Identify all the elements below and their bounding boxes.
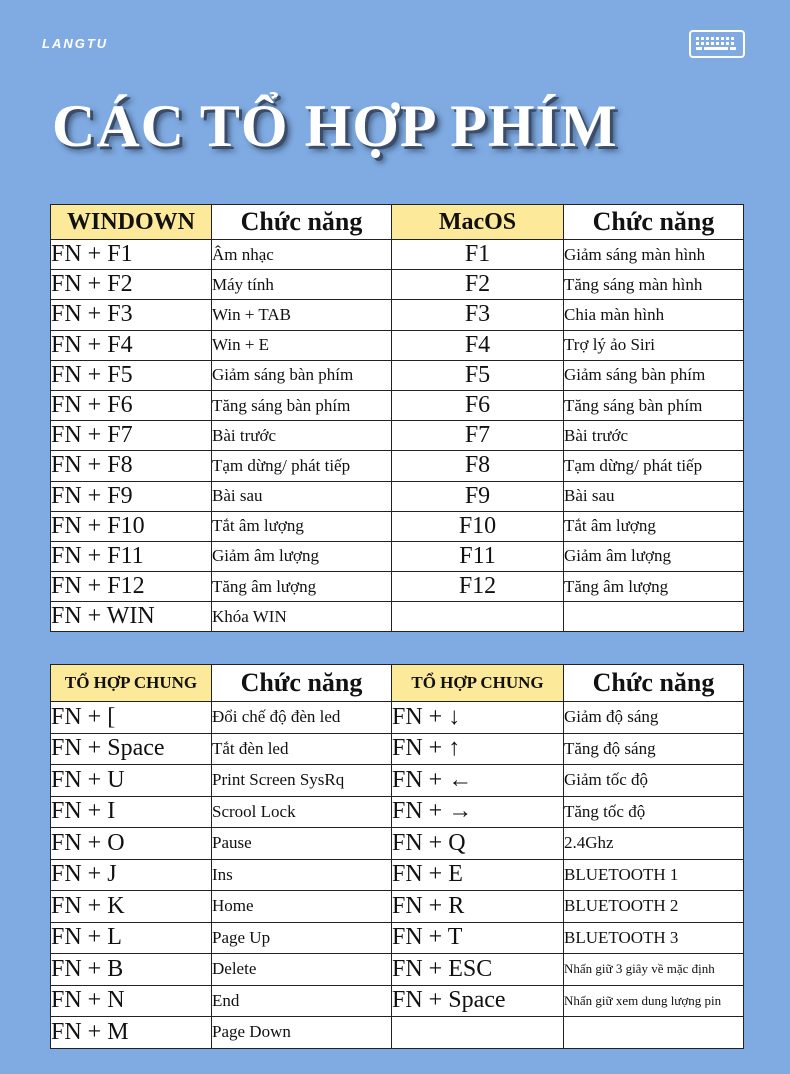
table-row	[51, 330, 744, 360]
column-header: Chức năng	[564, 665, 744, 702]
table-row	[51, 796, 744, 828]
key-combo-cell: FN + F2	[51, 270, 212, 300]
function-cell: Giảm sáng bàn phím	[212, 360, 392, 390]
function-cell: Bài sau	[564, 481, 744, 511]
key-combo-cell: FN + ←	[392, 765, 564, 797]
function-cell: Chia màn hình	[564, 300, 744, 330]
function-cell: Print Screen SysRq	[212, 765, 392, 797]
table-row	[51, 541, 744, 571]
windows-mac-shortcuts-table	[50, 204, 744, 632]
function-cell: Giảm tốc độ	[564, 765, 744, 797]
table-row	[51, 511, 744, 541]
function-cell: BLUETOOTH 2	[564, 891, 744, 923]
key-combo-cell: FN + U	[51, 765, 212, 797]
key-combo-cell: F5	[392, 360, 564, 390]
key-combo-cell: FN + L	[51, 922, 212, 954]
table-row	[51, 360, 744, 390]
key-combo-cell: FN + R	[392, 891, 564, 923]
key-combo-cell: F9	[392, 481, 564, 511]
key-combo-cell: FN + ESC	[392, 954, 564, 986]
table-row	[51, 390, 744, 420]
column-header: MacOS	[392, 205, 564, 240]
function-cell: Tăng tốc độ	[564, 796, 744, 828]
table-row	[51, 891, 744, 923]
function-cell: BLUETOOTH 1	[564, 859, 744, 891]
function-cell: Page Down	[212, 1017, 392, 1049]
column-header: TỔ HỢP CHUNG	[51, 665, 212, 702]
table-row	[51, 702, 744, 734]
table-row	[51, 572, 744, 602]
function-cell: Tạm dừng/ phát tiếp	[212, 451, 392, 481]
table-row	[51, 828, 744, 860]
key-combo-cell: FN + M	[51, 1017, 212, 1049]
key-combo-cell: FN + F9	[51, 481, 212, 511]
key-combo-cell: FN + I	[51, 796, 212, 828]
key-combo-cell: FN + →	[392, 796, 564, 828]
column-header: Chức năng	[212, 205, 392, 240]
table-row	[51, 481, 744, 511]
function-cell: Pause	[212, 828, 392, 860]
table-row	[51, 859, 744, 891]
function-cell: Giảm âm lượng	[212, 541, 392, 571]
table-row	[51, 922, 744, 954]
function-cell: Tắt âm lượng	[212, 511, 392, 541]
table-row	[51, 765, 744, 797]
key-combo-cell	[392, 1017, 564, 1049]
key-combo-cell: F12	[392, 572, 564, 602]
table-row	[51, 1017, 744, 1049]
function-cell: Bài trước	[212, 421, 392, 451]
function-cell: Page Up	[212, 922, 392, 954]
key-combo-cell: F1	[392, 240, 564, 270]
table-row	[51, 985, 744, 1017]
function-cell: Tăng sáng bàn phím	[564, 390, 744, 420]
key-combo-cell: FN + T	[392, 922, 564, 954]
function-cell: Tăng sáng bàn phím	[212, 390, 392, 420]
key-combo-cell: F4	[392, 330, 564, 360]
key-combo-cell: FN + F12	[51, 572, 212, 602]
function-cell: Bài sau	[212, 481, 392, 511]
key-combo-cell: F7	[392, 421, 564, 451]
column-header: WINDOWN	[51, 205, 212, 240]
key-combo-cell: FN + O	[51, 828, 212, 860]
function-cell: 2.4Ghz	[564, 828, 744, 860]
table-header-row	[51, 205, 744, 240]
function-cell: Máy tính	[212, 270, 392, 300]
function-cell: Tăng âm lượng	[564, 572, 744, 602]
key-combo-cell: F3	[392, 300, 564, 330]
function-cell: Giảm sáng bàn phím	[564, 360, 744, 390]
key-combo-cell: F10	[392, 511, 564, 541]
key-combo-cell: FN + F5	[51, 360, 212, 390]
key-combo-cell: FN + K	[51, 891, 212, 923]
table-row	[51, 954, 744, 986]
table-row	[51, 451, 744, 481]
table-row	[51, 602, 744, 632]
key-combo-cell: FN + WIN	[51, 602, 212, 632]
key-combo-cell: FN + F4	[51, 330, 212, 360]
function-cell: Ins	[212, 859, 392, 891]
key-combo-cell: FN + B	[51, 954, 212, 986]
function-cell: Giảm độ sáng	[564, 702, 744, 734]
key-combo-cell: FN + N	[51, 985, 212, 1017]
key-combo-cell: FN + F11	[51, 541, 212, 571]
key-combo-cell: FN + F10	[51, 511, 212, 541]
key-combo-cell: FN + Space	[392, 985, 564, 1017]
column-header: Chức năng	[564, 205, 744, 240]
function-cell: Tăng âm lượng	[212, 572, 392, 602]
table-header-row	[51, 665, 744, 702]
function-cell: Giảm sáng màn hình	[564, 240, 744, 270]
table-row	[51, 421, 744, 451]
key-combo-cell: FN + Q	[392, 828, 564, 860]
key-combo-cell: FN + [	[51, 702, 212, 734]
table-row	[51, 240, 744, 270]
key-combo-cell: F2	[392, 270, 564, 300]
column-header: Chức năng	[212, 665, 392, 702]
key-combo-cell: FN + ↓	[392, 702, 564, 734]
key-combo-cell: FN + J	[51, 859, 212, 891]
key-combo-cell	[392, 602, 564, 632]
keyboard-icon	[689, 30, 745, 58]
common-shortcuts-table	[50, 664, 744, 1049]
function-cell: Âm nhạc	[212, 240, 392, 270]
key-combo-cell: F6	[392, 390, 564, 420]
function-cell: Nhấn giữ xem dung lượng pin	[564, 985, 744, 1017]
function-cell: Home	[212, 891, 392, 923]
key-combo-cell: FN + F8	[51, 451, 212, 481]
function-cell: Bài trước	[564, 421, 744, 451]
function-cell: Tăng độ sáng	[564, 733, 744, 765]
key-combo-cell: F8	[392, 451, 564, 481]
function-cell: Tăng sáng màn hình	[564, 270, 744, 300]
brand-logo: LANGTU	[42, 36, 109, 51]
function-cell: End	[212, 985, 392, 1017]
key-combo-cell: F11	[392, 541, 564, 571]
function-cell: Tắt đèn led	[212, 733, 392, 765]
key-combo-cell: FN + F6	[51, 390, 212, 420]
key-combo-cell: FN + ↑	[392, 733, 564, 765]
function-cell: Delete	[212, 954, 392, 986]
key-combo-cell: FN + F7	[51, 421, 212, 451]
function-cell: Tạm dừng/ phát tiếp	[564, 451, 744, 481]
function-cell: Trợ lý ảo Siri	[564, 330, 744, 360]
page-title: CÁC TỔ HỢP PHÍM	[52, 93, 618, 159]
function-cell: Đổi chế độ đèn led	[212, 702, 392, 734]
function-cell	[564, 1017, 744, 1049]
table-row	[51, 300, 744, 330]
column-header: TỔ HỢP CHUNG	[392, 665, 564, 702]
function-cell: Khóa WIN	[212, 602, 392, 632]
key-combo-cell: FN + Space	[51, 733, 212, 765]
function-cell: Tắt âm lượng	[564, 511, 744, 541]
key-combo-cell: FN + F1	[51, 240, 212, 270]
function-cell	[564, 602, 744, 632]
key-combo-cell: FN + E	[392, 859, 564, 891]
key-combo-cell: FN + F3	[51, 300, 212, 330]
table-row	[51, 270, 744, 300]
function-cell: Nhấn giữ 3 giây về mặc định	[564, 954, 744, 986]
function-cell: Win + TAB	[212, 300, 392, 330]
function-cell: Win + E	[212, 330, 392, 360]
function-cell: Giảm âm lượng	[564, 541, 744, 571]
function-cell: Scrool Lock	[212, 796, 392, 828]
table-row	[51, 733, 744, 765]
function-cell: BLUETOOTH 3	[564, 922, 744, 954]
